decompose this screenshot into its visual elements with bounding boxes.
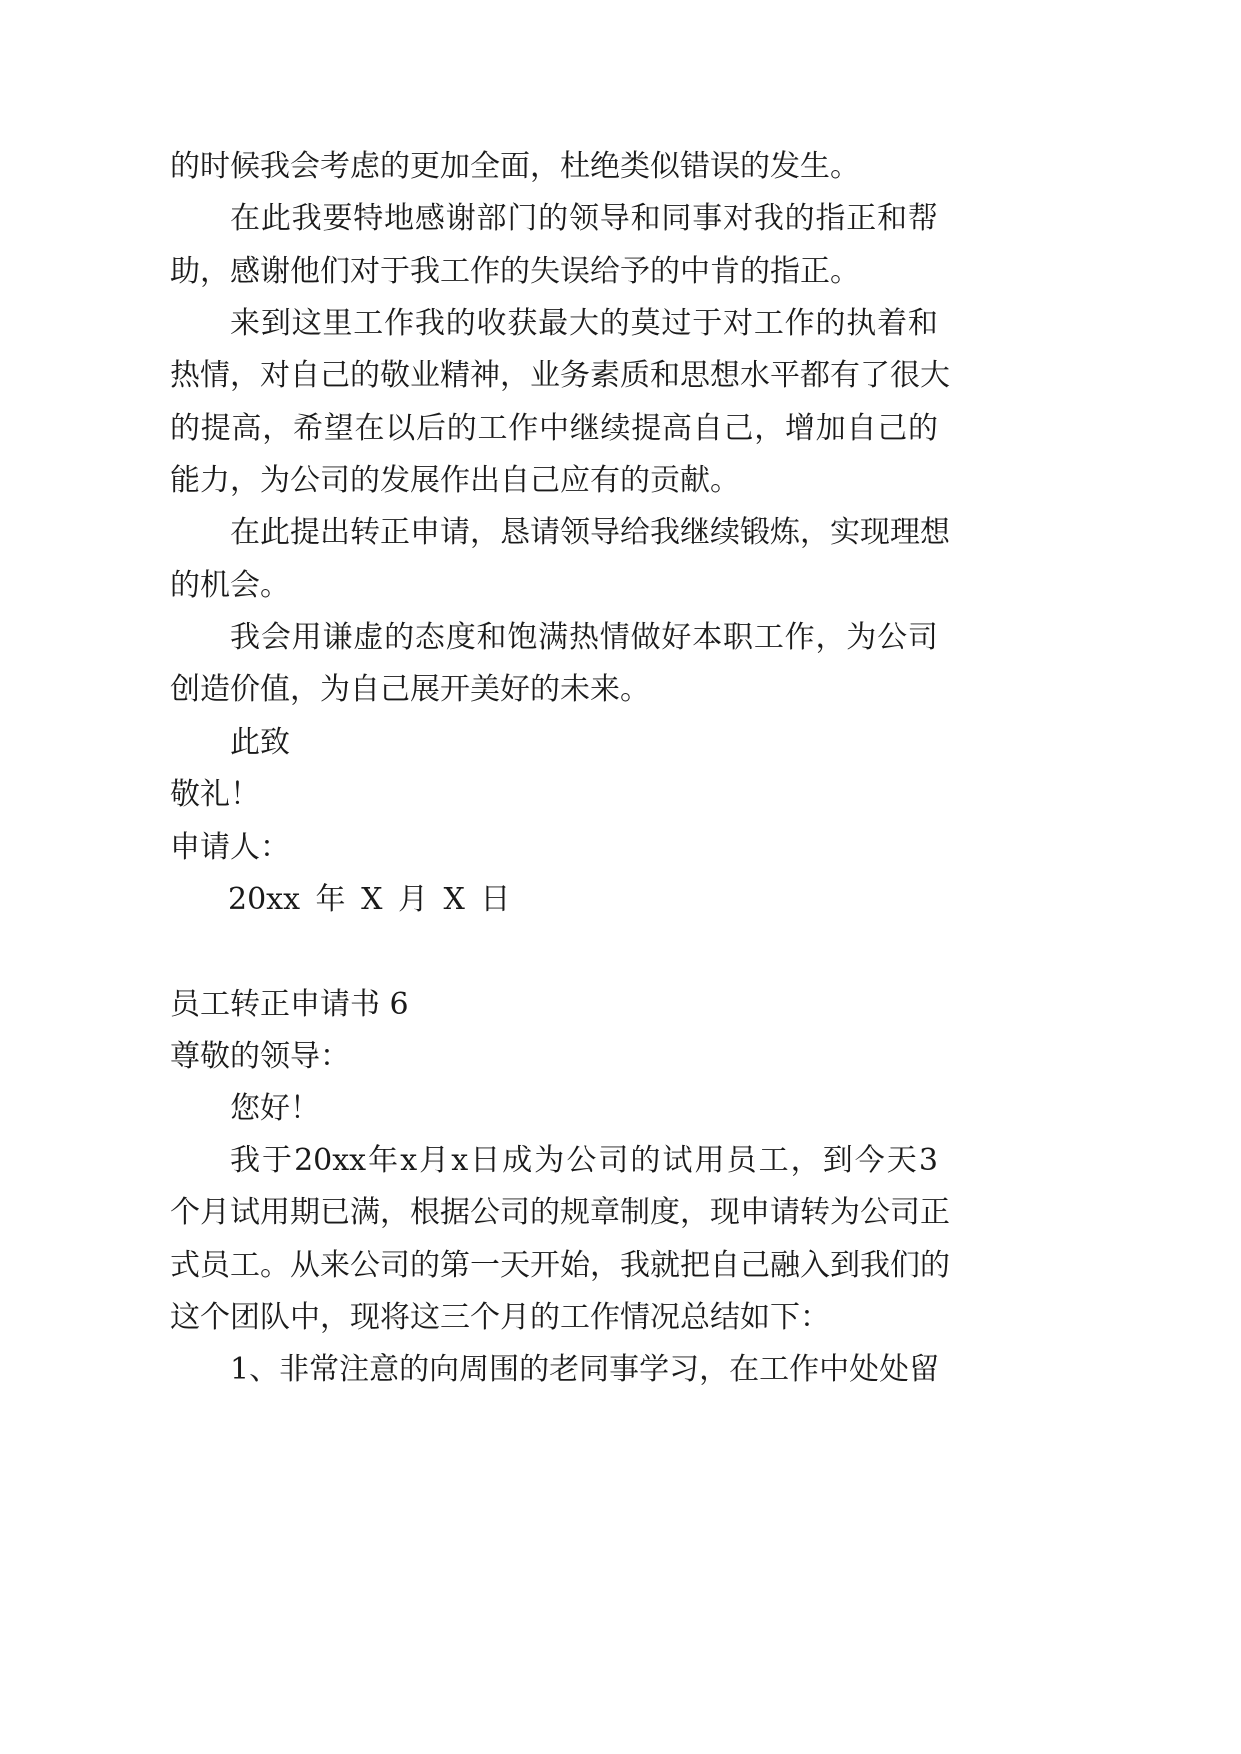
applicant-label: 申请人： bbox=[170, 830, 290, 865]
text-line-3: 助 ， 感 谢 他 们 对 于 我 工 作 的 失 误 给 予 的 中 肯 的 指 正 。 bbox=[170, 254, 860, 289]
text-line-20: 个 月 试 用 期 已 满 ， 根 据 公 司 的 规 章 制 度 ， 现 申 请 转 为 公 司 正 bbox=[170, 1195, 950, 1230]
text-line-23: 1 、 非 常 注 意 的 向 周 围 的 老 同 事 学 习 ， 在 工 作 中 处 处 留 bbox=[230, 1352, 940, 1387]
text-line-2: 在 此 我 要 特 地 感 谢 部 门 的 领 导 和 同 事 对 我 的 指 正 和 帮 bbox=[230, 201, 938, 236]
greeting-hello: 您好！ bbox=[230, 1091, 320, 1126]
closing-salutation: 此致 bbox=[230, 725, 290, 760]
text-line-8: 在 此 提 出 转 正 申 请 ， 恳 请 领 导 给 我 继 续 锻 炼 ， 实 现 理 想 bbox=[230, 515, 950, 550]
text-line-19: 我 于 20xx 年 x 月 x 日 成 为 公 司 的 试 用 员 工 ， 到 今 天 3 bbox=[230, 1143, 938, 1178]
text-line-7: 能力，为公司的发展作出自己应有的贡献。 bbox=[170, 463, 740, 498]
text-line-9: 的机会。 bbox=[170, 568, 290, 603]
text-line-4: 来 到 这 里 工 作 我 的 收 获 最 大 的 莫 过 于 对 工 作 的 执 着 和 bbox=[230, 306, 938, 341]
text-line-1: 的时候我会考虑的更加全面，杜绝类似错误的发生。 bbox=[170, 149, 860, 184]
text-line-22: 这个团队中，现将这三个月的工作情况总结如下： bbox=[170, 1300, 830, 1335]
greeting-recipient: 尊敬的领导： bbox=[170, 1039, 350, 1074]
closing-regards: 敬礼！ bbox=[170, 777, 260, 812]
text-line-5: 热 情 ， 对 自 己 的 敬 业 精 神 ， 业 务 素 质 和 思 想 水 平 都 有 了 很 大 bbox=[170, 358, 950, 393]
text-line-10: 我 会 用 谦 虚 的 态 度 和 饱 满 热 情 做 好 本 职 工 作 ， 为 公 司 bbox=[230, 620, 938, 655]
section-title: 员工转正申请书 6 bbox=[170, 987, 409, 1022]
text-line-11: 创造价值，为自己展开美好的未来。 bbox=[170, 672, 650, 707]
text-line-21: 式 员 工 。 从 来 公 司 的 第 一 天 开 始 ， 我 就 把 自 己 融 入 到 我 们 的 bbox=[170, 1248, 950, 1283]
date-line: 20xx 年 X 月 X 日 bbox=[228, 882, 511, 917]
text-line-6: 的 提 高 ， 希 望 在 以 后 的 工 作 中 继 续 提 高 自 己 ， 增 加 自 己 的 bbox=[170, 411, 938, 446]
